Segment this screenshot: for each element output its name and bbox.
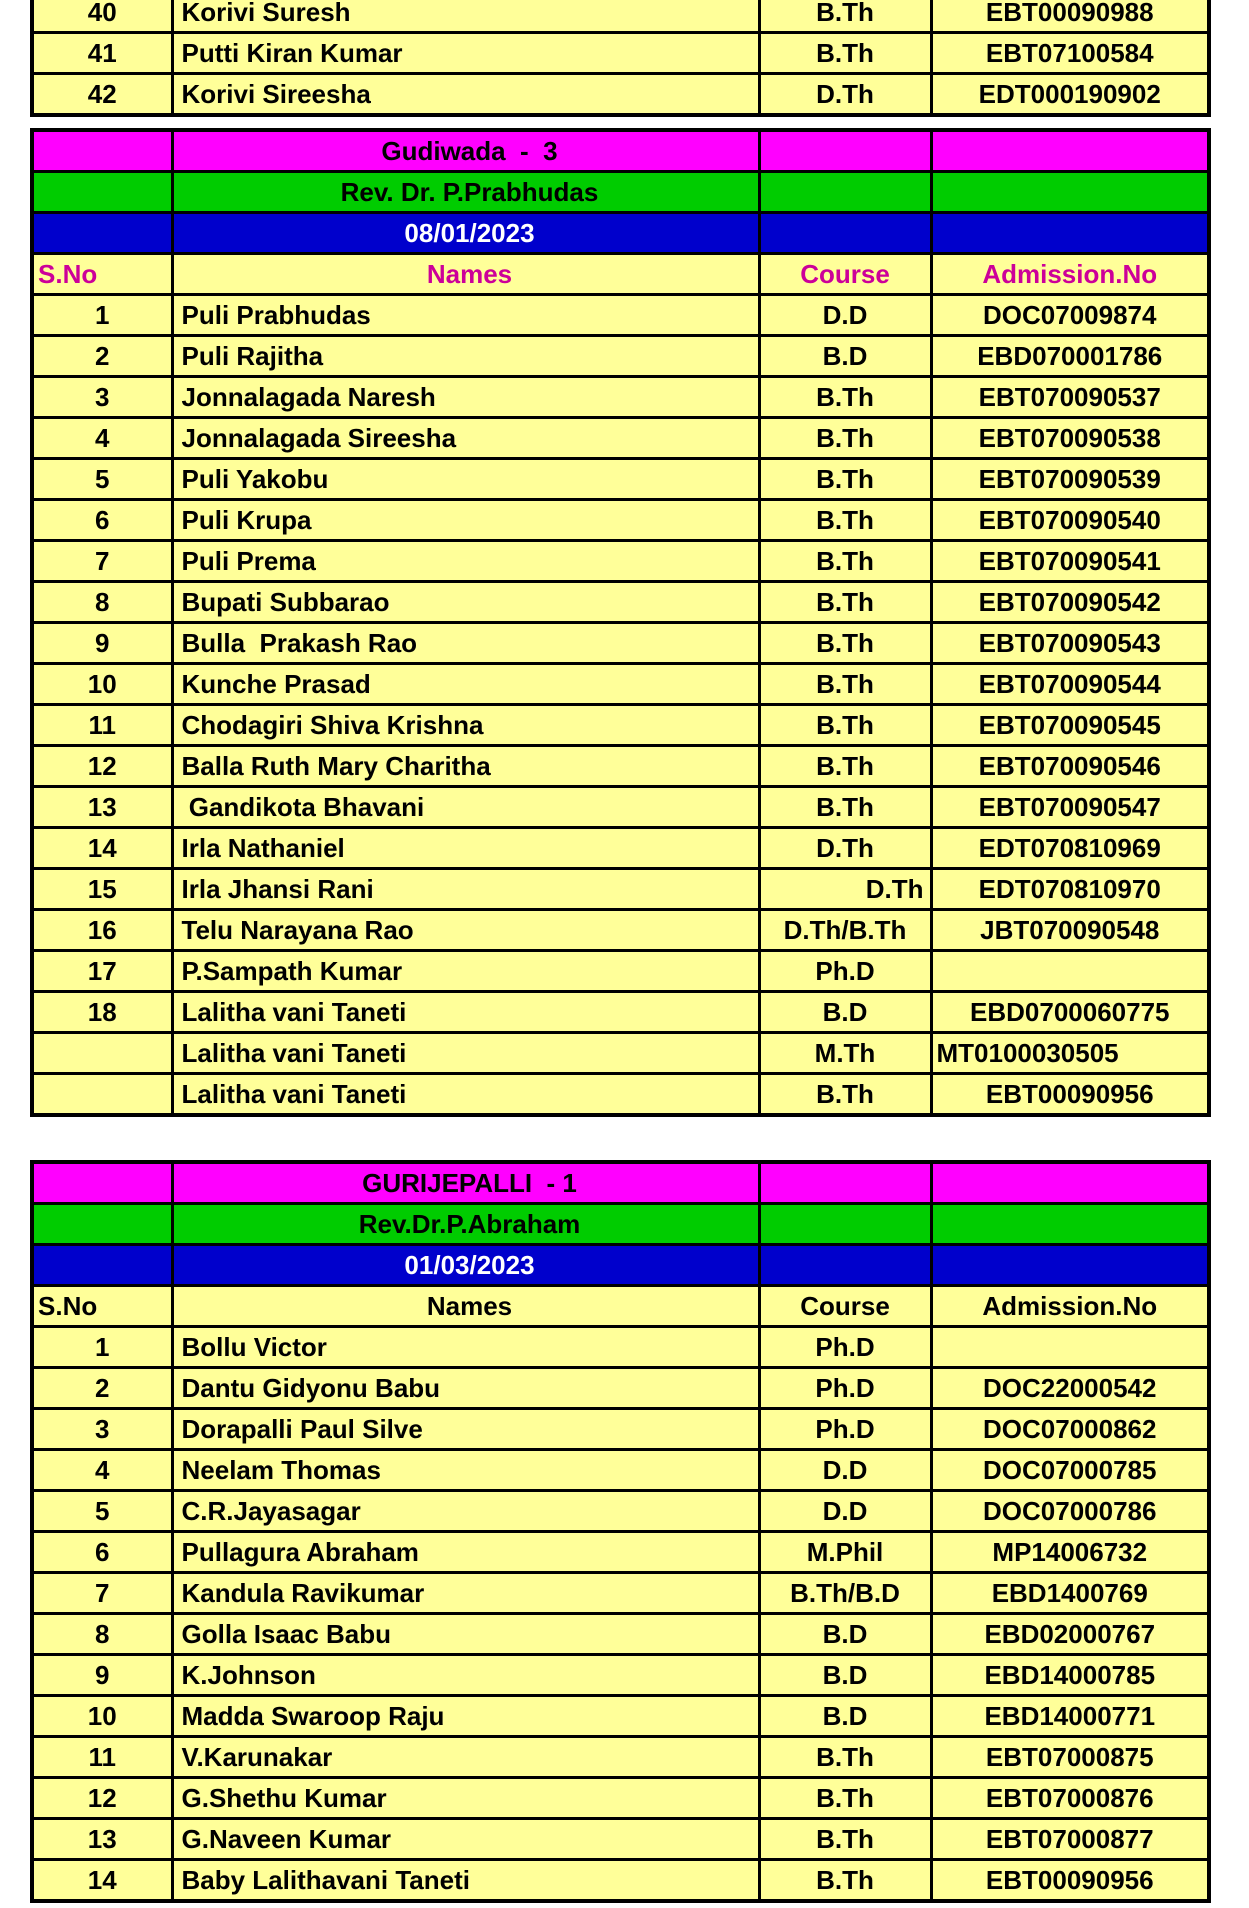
sno-cell [32, 1074, 172, 1116]
banner-spacer-course [759, 130, 931, 172]
banner-date [32, 1245, 1209, 1286]
banner-spacer-course [759, 1204, 931, 1245]
table-row [32, 787, 1209, 828]
sno-cell: 15 [32, 869, 172, 910]
sno-cell: 8 [32, 582, 172, 623]
course-cell: B.D [759, 1655, 931, 1696]
table-row [32, 1778, 1209, 1819]
sno-cell: 40 [32, 0, 172, 33]
table-row [32, 1409, 1209, 1450]
course-cell: B.Th [759, 787, 931, 828]
table-row [32, 1696, 1209, 1737]
table-row [32, 1655, 1209, 1696]
column-header-names: Names [172, 1286, 759, 1327]
admission-cell: EBT00090956 [931, 1074, 1209, 1116]
column-header-admission: Admission.No [931, 254, 1209, 295]
admission-cell: EBT070090538 [931, 418, 1209, 459]
table-row [32, 623, 1209, 664]
admission-cell: EBT070090546 [931, 746, 1209, 787]
table-row [32, 869, 1209, 910]
admission-cell [931, 1327, 1209, 1368]
banner-spacer-sno [32, 172, 172, 213]
table-row [32, 1033, 1209, 1074]
table-row [32, 992, 1209, 1033]
table-row [32, 828, 1209, 869]
banner-date [32, 213, 1209, 254]
table-row [32, 1327, 1209, 1368]
course-cell: B.Th [759, 705, 931, 746]
admission-cell: EBT00090988 [931, 0, 1209, 33]
name-cell: Pullagura Abraham [172, 1532, 759, 1573]
table-section-gudiwada [30, 128, 1207, 1117]
admission-cell: DOC22000542 [931, 1368, 1209, 1409]
table-row [32, 1819, 1209, 1860]
course-cell: B.Th [759, 1074, 931, 1116]
table-row [32, 33, 1209, 74]
sno-cell: 1 [32, 1327, 172, 1368]
sno-cell: 3 [32, 1409, 172, 1450]
course-cell: B.Th [759, 418, 931, 459]
banner-spacer-sno [32, 213, 172, 254]
sno-cell: 14 [32, 828, 172, 869]
course-cell: D.Th [759, 828, 931, 869]
table-row [32, 377, 1209, 418]
name-cell: Madda Swaroop Raju [172, 1696, 759, 1737]
admission-cell: MT0100030505 [931, 1033, 1209, 1074]
name-cell: Balla Ruth Mary Charitha [172, 746, 759, 787]
section-leader: Rev.Dr.P.Abraham [172, 1204, 759, 1245]
sno-cell: 6 [32, 1532, 172, 1573]
table-row [32, 1573, 1209, 1614]
banner-leader [32, 172, 1209, 213]
name-cell: Bollu Victor [172, 1327, 759, 1368]
admission-cell: EBD1400769 [931, 1573, 1209, 1614]
course-cell: D.Th [759, 869, 931, 910]
sno-cell: 5 [32, 459, 172, 500]
admission-cell: EBT07100584 [931, 33, 1209, 74]
sno-cell: 9 [32, 1655, 172, 1696]
admission-cell: DOC07009874 [931, 295, 1209, 336]
name-cell: Kandula Ravikumar [172, 1573, 759, 1614]
banner-spacer-course [759, 1245, 931, 1286]
course-cell: Ph.D [759, 951, 931, 992]
admission-cell: DOC07000862 [931, 1409, 1209, 1450]
admission-cell: JBT070090548 [931, 910, 1209, 951]
name-cell: Dantu Gidyonu Babu [172, 1368, 759, 1409]
admission-cell: EBT070090539 [931, 459, 1209, 500]
sno-cell: 41 [32, 33, 172, 74]
sno-cell: 3 [32, 377, 172, 418]
course-cell: M.Phil [759, 1532, 931, 1573]
name-cell: Puli Yakobu [172, 459, 759, 500]
name-cell: Irla Nathaniel [172, 828, 759, 869]
section-date: 08/01/2023 [172, 213, 759, 254]
banner-spacer-admission [931, 172, 1209, 213]
course-cell: B.Th [759, 582, 931, 623]
banner-spacer-admission [931, 1245, 1209, 1286]
table-row [32, 1614, 1209, 1655]
course-cell: B.D [759, 336, 931, 377]
admission-cell: EBD0700060775 [931, 992, 1209, 1033]
banner-spacer-admission [931, 1162, 1209, 1204]
banner-spacer-course [759, 172, 931, 213]
course-cell: B.D [759, 992, 931, 1033]
course-cell: B.Th [759, 0, 931, 33]
data-table-previous-section-tail [30, 0, 1211, 117]
name-cell: Putti Kiran Kumar [172, 33, 759, 74]
sno-cell: 12 [32, 1778, 172, 1819]
banner-spacer-sno [32, 130, 172, 172]
banner-spacer-admission [931, 130, 1209, 172]
sno-cell: 16 [32, 910, 172, 951]
admission-cell: EBT070090545 [931, 705, 1209, 746]
name-cell: Puli Krupa [172, 500, 759, 541]
sno-cell: 14 [32, 1860, 172, 1902]
course-cell: Ph.D [759, 1327, 931, 1368]
table-row [32, 0, 1209, 33]
banner-spacer-admission [931, 213, 1209, 254]
data-table-gudiwada [30, 128, 1211, 1117]
admission-cell: EBD070001786 [931, 336, 1209, 377]
admission-cell: DOC07000786 [931, 1491, 1209, 1532]
course-cell: Ph.D [759, 1368, 931, 1409]
admission-cell: EDT070810970 [931, 869, 1209, 910]
table-row [32, 418, 1209, 459]
course-cell: B.Th [759, 541, 931, 582]
course-cell: B.D [759, 1696, 931, 1737]
sno-cell: 8 [32, 1614, 172, 1655]
name-cell: Gandikota Bhavani [172, 787, 759, 828]
section-date: 01/03/2023 [172, 1245, 759, 1286]
admission-cell: EBT070090544 [931, 664, 1209, 705]
sno-cell: 11 [32, 705, 172, 746]
column-header-sno: S.No [32, 1286, 172, 1327]
name-cell: Lalitha vani Taneti [172, 1033, 759, 1074]
course-cell: M.Th [759, 1033, 931, 1074]
table-row [32, 1532, 1209, 1573]
name-cell: C.R.Jayasagar [172, 1491, 759, 1532]
banner-title [32, 130, 1209, 172]
table-row [32, 500, 1209, 541]
admission-cell: DOC07000785 [931, 1450, 1209, 1491]
sno-cell: 4 [32, 418, 172, 459]
sno-cell: 7 [32, 1573, 172, 1614]
table-row [32, 1074, 1209, 1116]
admission-cell: EBD14000771 [931, 1696, 1209, 1737]
table-row [32, 336, 1209, 377]
table-row [32, 705, 1209, 746]
course-cell: B.Th/B.D [759, 1573, 931, 1614]
banner-title [32, 1162, 1209, 1204]
table-row [32, 541, 1209, 582]
course-cell: B.Th [759, 623, 931, 664]
name-cell: Lalitha vani Taneti [172, 1074, 759, 1116]
table-row [32, 74, 1209, 116]
course-cell: B.Th [759, 1860, 931, 1902]
admission-cell: EBD14000785 [931, 1655, 1209, 1696]
sno-cell: 2 [32, 336, 172, 377]
column-header-row [32, 1286, 1209, 1327]
name-cell: Lalitha vani Taneti [172, 992, 759, 1033]
admission-cell: EBT070090537 [931, 377, 1209, 418]
banner-spacer-sno [32, 1162, 172, 1204]
banner-leader [32, 1204, 1209, 1245]
banner-spacer-course [759, 213, 931, 254]
course-cell: D.D [759, 1450, 931, 1491]
table-section-gurijepalli [30, 1160, 1207, 1903]
section-leader: Rev. Dr. P.Prabhudas [172, 172, 759, 213]
course-cell: B.Th [759, 1778, 931, 1819]
banner-spacer-admission [931, 1204, 1209, 1245]
name-cell: Korivi Sireesha [172, 74, 759, 116]
admission-cell: EBT07000876 [931, 1778, 1209, 1819]
admission-cell: EBT070090547 [931, 787, 1209, 828]
sno-cell: 4 [32, 1450, 172, 1491]
column-header-names: Names [172, 254, 759, 295]
name-cell: Golla Isaac Babu [172, 1614, 759, 1655]
banner-spacer-course [759, 1162, 931, 1204]
sno-cell: 13 [32, 1819, 172, 1860]
name-cell: Bupati Subbarao [172, 582, 759, 623]
name-cell: Jonnalagada Naresh [172, 377, 759, 418]
name-cell: Baby Lalithavani Taneti [172, 1860, 759, 1902]
name-cell: G.Shethu Kumar [172, 1778, 759, 1819]
sno-cell: 10 [32, 664, 172, 705]
course-cell: B.Th [759, 459, 931, 500]
course-cell: B.Th [759, 664, 931, 705]
sno-cell: 7 [32, 541, 172, 582]
table-row [32, 1860, 1209, 1902]
sno-cell: 42 [32, 74, 172, 116]
sno-cell: 5 [32, 1491, 172, 1532]
sno-cell: 1 [32, 295, 172, 336]
section-title: GURIJEPALLI - 1 [172, 1162, 759, 1204]
name-cell: G.Naveen Kumar [172, 1819, 759, 1860]
banner-spacer-sno [32, 1204, 172, 1245]
admission-cell: EBT070090541 [931, 541, 1209, 582]
name-cell: V.Karunakar [172, 1737, 759, 1778]
data-table-gurijepalli [30, 1160, 1211, 1903]
admission-cell: EBT07000877 [931, 1819, 1209, 1860]
name-cell: Telu Narayana Rao [172, 910, 759, 951]
name-cell: Korivi Suresh [172, 0, 759, 33]
column-header-sno: S.No [32, 254, 172, 295]
sno-cell: 11 [32, 1737, 172, 1778]
admission-cell: EDT000190902 [931, 74, 1209, 116]
column-header-admission: Admission.No [931, 1286, 1209, 1327]
column-header-row [32, 254, 1209, 295]
course-cell: B.Th [759, 746, 931, 787]
course-cell: Ph.D [759, 1409, 931, 1450]
name-cell: Puli Rajitha [172, 336, 759, 377]
table-row [32, 1491, 1209, 1532]
course-cell: D.D [759, 1491, 931, 1532]
name-cell: Puli Prabhudas [172, 295, 759, 336]
admission-cell: EBT070090543 [931, 623, 1209, 664]
table-row [32, 1450, 1209, 1491]
sno-cell: 13 [32, 787, 172, 828]
course-cell: D.Th/B.Th [759, 910, 931, 951]
table-row [32, 295, 1209, 336]
sno-cell: 17 [32, 951, 172, 992]
name-cell: P.Sampath Kumar [172, 951, 759, 992]
sno-cell: 18 [32, 992, 172, 1033]
sno-cell: 9 [32, 623, 172, 664]
admission-cell [931, 951, 1209, 992]
course-cell: B.Th [759, 500, 931, 541]
column-header-course: Course [759, 1286, 931, 1327]
sno-cell: 10 [32, 1696, 172, 1737]
table-row [32, 951, 1209, 992]
name-cell: Dorapalli Paul Silve [172, 1409, 759, 1450]
course-cell: D.Th [759, 74, 931, 116]
table-row [32, 582, 1209, 623]
sno-cell: 12 [32, 746, 172, 787]
name-cell: Chodagiri Shiva Krishna [172, 705, 759, 746]
section-title: Gudiwada - 3 [172, 130, 759, 172]
table-row [32, 664, 1209, 705]
admission-cell: EBT070090542 [931, 582, 1209, 623]
table-row [32, 1368, 1209, 1409]
column-header-course: Course [759, 254, 931, 295]
course-cell: B.Th [759, 1819, 931, 1860]
banner-spacer-sno [32, 1245, 172, 1286]
admission-cell: EBT070090540 [931, 500, 1209, 541]
admission-cell: EBT00090956 [931, 1860, 1209, 1902]
course-cell: B.Th [759, 377, 931, 418]
table-row [32, 746, 1209, 787]
table-row [32, 910, 1209, 951]
sno-cell: 6 [32, 500, 172, 541]
admission-cell: EDT070810969 [931, 828, 1209, 869]
table-section-previous-tail [30, 0, 1207, 117]
sno-cell [32, 1033, 172, 1074]
course-cell: B.Th [759, 1737, 931, 1778]
name-cell: Kunche Prasad [172, 664, 759, 705]
course-cell: D.D [759, 295, 931, 336]
admission-cell: EBT07000875 [931, 1737, 1209, 1778]
name-cell: Puli Prema [172, 541, 759, 582]
name-cell: K.Johnson [172, 1655, 759, 1696]
table-row [32, 1737, 1209, 1778]
table-row [32, 459, 1209, 500]
name-cell: Neelam Thomas [172, 1450, 759, 1491]
name-cell: Bulla Prakash Rao [172, 623, 759, 664]
name-cell: Jonnalagada Sireesha [172, 418, 759, 459]
sno-cell: 2 [32, 1368, 172, 1409]
course-cell: B.Th [759, 33, 931, 74]
name-cell: Irla Jhansi Rani [172, 869, 759, 910]
admission-cell: MP14006732 [931, 1532, 1209, 1573]
admission-cell: EBD02000767 [931, 1614, 1209, 1655]
course-cell: B.D [759, 1614, 931, 1655]
